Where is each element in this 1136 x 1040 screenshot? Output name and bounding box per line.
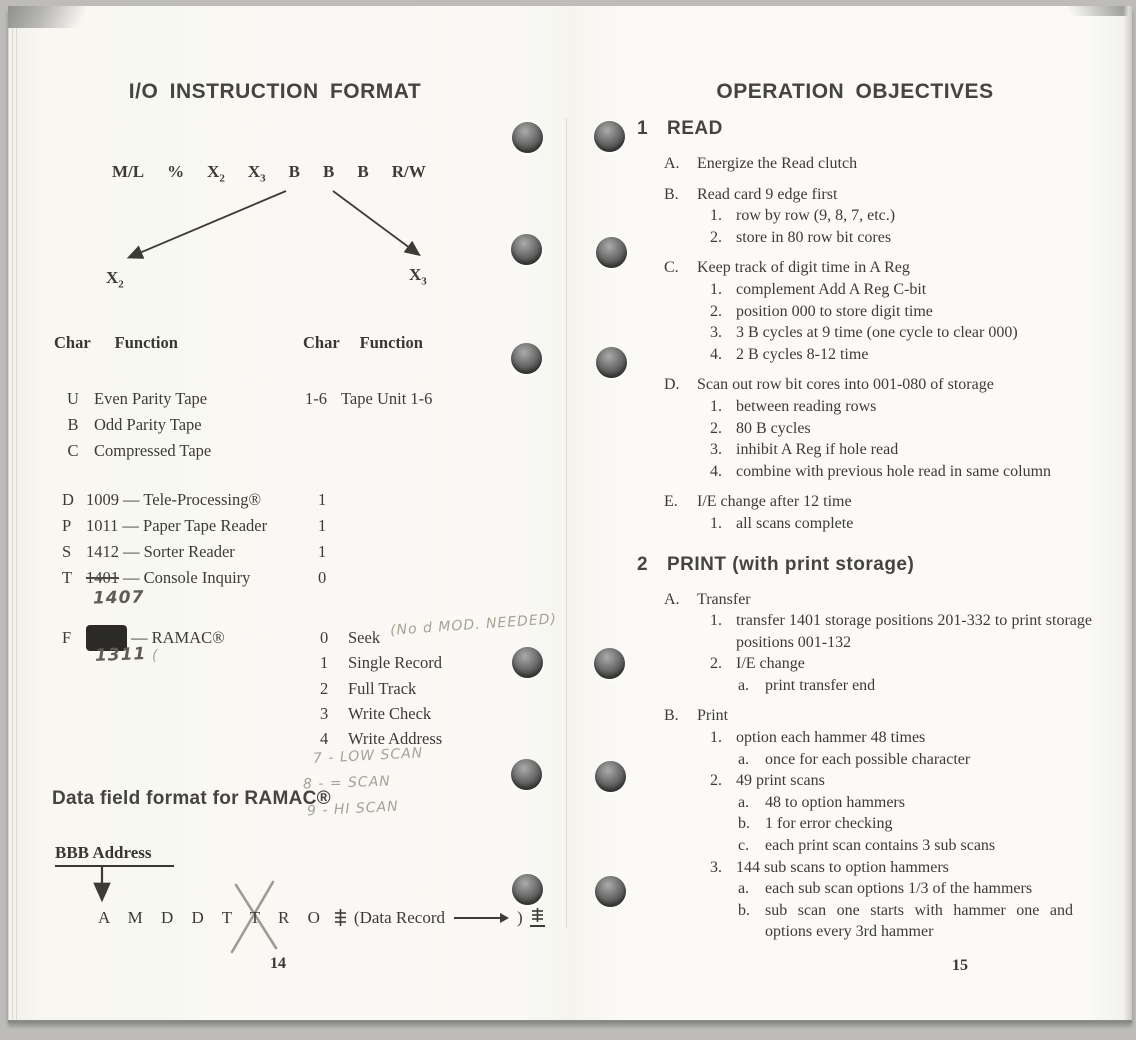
formula-close-paren: ) (517, 908, 523, 927)
data-record-formula (98, 906, 545, 930)
scan-corner-shadow (1042, 6, 1132, 16)
handwritten-correction-1311: 1311 (94, 644, 147, 666)
format-char: B (323, 162, 335, 181)
list-item: 2 Full Track (320, 678, 417, 698)
table-row: D 1009 — Tele-Processing® 1 (62, 490, 327, 509)
list-item: 3 Write Check (320, 703, 432, 723)
section-number: 2 (637, 553, 649, 575)
format-char: % (167, 162, 185, 181)
outline-item: 3. 3 B cycles at 9 time (one cycle to clear 000) (710, 324, 1018, 342)
format-char: M/L (112, 162, 145, 181)
table-row: T 1401 — Console Inquiry 0 (62, 568, 327, 587)
section-title: READ (667, 118, 723, 139)
handwritten-paren: ( (152, 648, 159, 664)
table-row: 1-6 Tape Unit 1-6 (305, 389, 433, 408)
outline-item: B. Read card 9 edge first (664, 185, 838, 203)
format-char: $X_2$ (207, 162, 225, 185)
outline-item: 1. between reading rows (710, 397, 877, 415)
outline-item: B. Print (664, 707, 729, 725)
ramac-format-heading: Data field format for RAMAC® (52, 788, 331, 809)
section-heading-print (600, 554, 1120, 576)
tape-table-left-header (54, 333, 178, 353)
right-page-number: 15 (952, 957, 968, 974)
handwritten-correction-1407: 1407 (92, 587, 145, 609)
arrow-x3-icon (333, 191, 418, 254)
column-header: Function (359, 333, 423, 352)
column-header: Function (114, 333, 178, 352)
left-page-title: I/O INSTRUCTION FORMAT (128, 80, 422, 103)
ramac-mode-list (320, 625, 442, 751)
outline-item: a. each sub scan options 1/3 of the hammers (738, 880, 1033, 898)
outline-item: D. Scan out row bit cores into 001-080 of storage (664, 376, 994, 394)
group-mark-icon (334, 907, 347, 929)
list-item: 4 Write Address (320, 729, 443, 749)
section-heading-read (600, 118, 1120, 140)
tape-table-right-header (303, 333, 423, 353)
section-number: 1 (637, 118, 649, 139)
format-char: B (288, 162, 301, 181)
outline-item: a. print transfer end (738, 676, 876, 694)
formula-letters: A M D D T T R O (98, 908, 327, 927)
blacked-out-number: 1405 (86, 625, 127, 651)
outline-item: c. each print scan contains 3 sub scans (738, 837, 996, 855)
outline-item: 2. position 000 to store digit time (710, 302, 933, 320)
outline-item: b. sub scan one starts with hammer one and options every 3rd hammer (738, 901, 1073, 941)
list-item: 0 Seek (320, 628, 381, 647)
outline-item: A. Energize the Read clutch (664, 155, 858, 172)
outline-item: 2. store in 80 row bit cores (710, 228, 892, 246)
outline-item: 2. I/E change (710, 655, 805, 673)
callout-x2: $X_2$ (106, 268, 124, 291)
table-row: B Odd Parity Tape (67, 415, 202, 434)
column-header: Char (303, 333, 340, 352)
right-page-title: OPERATION OBJECTIVES (716, 80, 994, 103)
format-char: R/W (391, 162, 426, 181)
outline-item: 1. complement Add A Reg C-bit (710, 280, 927, 298)
format-char: B (357, 162, 369, 181)
outline-item: 1. row by row (9, 8, 7, etc.) (710, 207, 896, 225)
page-edge-shadow (1123, 6, 1132, 1020)
table-row: U Even Parity Tape (67, 389, 208, 408)
outline-item: a. once for each possible character (738, 750, 971, 768)
arrow-right-icon (452, 912, 510, 924)
group-mark-underlined-icon (530, 906, 545, 930)
outline-item: 1. all scans complete (710, 514, 854, 532)
arrow-x2-icon (130, 191, 286, 257)
outline-item: A. Transfer (664, 590, 751, 608)
outline-item: C. Keep track of digit time in A Reg (664, 259, 910, 277)
handwritten-scan-note: 8 - = SCAN (302, 773, 392, 793)
table-row: S 1412 — Sorter Reader 1 (62, 542, 327, 561)
outline-item: 4. 2 B cycles 8-12 time (710, 345, 869, 363)
outline-item: 4. combine with previous hole read in same column (710, 462, 1052, 480)
handwritten-scan-note: 9 - HI SCAN (306, 798, 400, 820)
bbb-address-label: BBB Address (55, 843, 174, 867)
list-item: 1 Single Record (320, 653, 442, 673)
section-title: PRINT (with print storage) (667, 553, 915, 575)
outline-item: 1. transfer 1401 storage positions 201-332 to print storage positions 001-132 (710, 612, 1092, 651)
outline-item: b. 1 for error checking (738, 815, 893, 833)
callout-x3: $X_3$ (409, 265, 427, 288)
outline-item: 2. 80 B cycles (710, 419, 811, 437)
left-page-number: 14 (270, 955, 286, 972)
handwritten-seek-note: (No d MOD. NEEDED) (389, 611, 558, 639)
table-row: F 1405 — RAMAC® (62, 625, 1136, 651)
operation-objectives-outline (600, 118, 1120, 943)
format-char: $X_3$ (247, 162, 266, 185)
table-row: C Compressed Tape (67, 441, 212, 460)
column-header: Char (54, 333, 91, 352)
outline-item: 1. option each hammer 48 times (710, 729, 926, 747)
formula-record-text: (Data Record (353, 908, 446, 927)
outline-item: 3. inhibit A Reg if hole read (710, 441, 899, 459)
outline-item: E. I/E change after 12 time (664, 493, 852, 511)
outline-item: 2. 49 print scans (710, 772, 825, 790)
outline-item: a. 48 to option hammers (738, 793, 905, 811)
tape-table-left-rows (62, 386, 211, 464)
handwritten-scan-note: 7 - LOW SCAN (312, 745, 424, 767)
outline-item: 3. 144 sub scans to option hammers (710, 858, 949, 876)
table-row: P 1011 — Paper Tape Reader 1 (62, 516, 327, 535)
device-table (62, 487, 327, 591)
